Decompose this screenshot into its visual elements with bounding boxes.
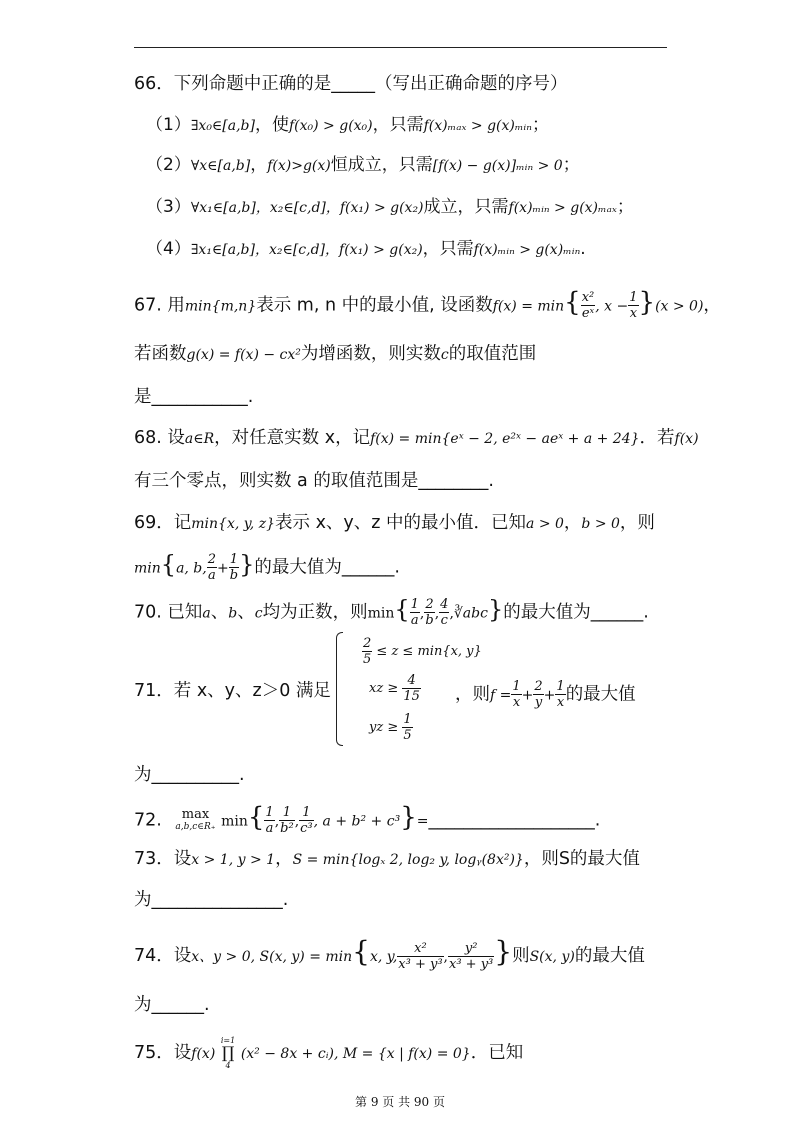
math-expr: S(x, y) xyxy=(529,949,575,965)
math-expr: f(x) = min xyxy=(492,298,565,315)
fraction: $\frac{\text{x²}}{\text{eˣ}}$ xyxy=(581,290,595,321)
q66-item-1 xyxy=(146,113,549,138)
max-operator: max a,b,c∈R₊ xyxy=(175,806,216,832)
q68-line-1 xyxy=(134,426,699,451)
text: 75．设 xyxy=(134,1043,192,1063)
header-rule xyxy=(134,47,667,48)
fraction: $\frac{1}{x}$ xyxy=(629,290,638,321)
math-expr: a xyxy=(202,605,211,622)
math-expr: f(x) xyxy=(674,431,699,447)
fraction: $\frac{4}{c}$ xyxy=(440,597,449,628)
q71-cond-3: yz ≥ $\frac{1}{5}$ xyxy=(369,712,412,743)
math-expr: min xyxy=(134,560,161,577)
item-end: . xyxy=(580,239,586,259)
text: 的最大值为______. xyxy=(254,557,400,578)
text: 均为正数，则 xyxy=(262,602,368,623)
math-expr: min{m,n} xyxy=(184,298,257,315)
math-expr: ∃x₁∈[a,b]，x₂∈[c,d]，f(x₁) > g(x₂) xyxy=(190,242,423,258)
math-expr: (x > 0) xyxy=(655,298,704,315)
math-expr: x, y, xyxy=(369,949,398,965)
text: ，则 xyxy=(455,684,490,705)
q70-line: 70. 已知a、b、c均为正数，则min{ $\frac{1}{a}$ , $\frac{2}{b}$ , $\frac{4}{c}$ ,∛abc}的最大值为______. xyxy=(134,595,649,628)
math-expr: f(x) xyxy=(191,1046,216,1062)
math-expr: x、y > 0, S(x, y) = min xyxy=(191,949,353,965)
answer-blank: ___________________. xyxy=(428,810,601,831)
math-expr: x > 1, y > 1 xyxy=(191,852,276,868)
math-expr: ∛abc xyxy=(453,605,488,622)
text: 的最大值 xyxy=(574,946,645,966)
q71-stem: 71．若 x、y、z＞0 满足 xyxy=(134,681,331,701)
text: 68. 设 xyxy=(134,428,185,448)
text: 67. 用 xyxy=(134,295,185,316)
math-expr: b > 0 xyxy=(581,516,620,532)
text: ， xyxy=(275,849,293,869)
math-expr: , x − xyxy=(595,298,629,315)
math-expr: [f(x) − g(x)]ₘᵢₙ > 0 xyxy=(432,158,563,174)
q69-line-2: min{a, b, $\frac{2}{a}$ + $\frac{1}{b}$ }的最大值为______. xyxy=(134,550,400,583)
text: 73．设 xyxy=(134,849,192,869)
item-end: ； xyxy=(531,115,549,135)
q67-line-2 xyxy=(134,342,536,367)
math-expr: S = min{logₓ 2, log₂ y, logᵧ(8x²)} xyxy=(292,852,524,868)
q71-cond-2: xz ≥ $\frac{4}{15}$ xyxy=(369,673,420,704)
q73-line-2: 为_______________. xyxy=(134,890,289,910)
math-expr: f(x)ₘᵢₙ > g(x)ₘᵢₙ xyxy=(473,242,581,258)
q66-item-2 xyxy=(146,153,580,178)
q71-target: ，则f = $\frac{1}{x}$ + $\frac{2}{y}$ + $\frac{1}{x}$ 的最大值 xyxy=(455,679,636,710)
q73-line-1 xyxy=(134,847,640,872)
q67-line-1: 67. 用min{m,n}表示 m, n 中的最小值, 设函数f(x) = min{ $\frac{\text{x²}}{\text{eˣ}}$ , x − $\frac{1}{x}$ }(x > 0)， xyxy=(134,287,721,321)
item-end: ； xyxy=(616,197,634,217)
math-expr: f(x)ₘₐₓ > g(x)ₘᵢₙ xyxy=(423,118,532,134)
text: ．若 xyxy=(639,428,675,448)
q66-item-3 xyxy=(146,195,634,220)
item-number: （1） xyxy=(146,115,191,135)
math-expr: a, b, xyxy=(176,560,207,577)
math-expr: f(x₀) > g(x₀) xyxy=(288,118,373,134)
math-expr: min xyxy=(221,813,248,830)
math-expr: , a + b² + c³ xyxy=(313,813,401,830)
text: ，对任意实数 x，记 xyxy=(214,428,371,448)
math-expr: f(x)>g(x) xyxy=(267,158,331,174)
product-operator: i=1 ∏ 4 xyxy=(220,1036,236,1070)
math-expr: f(x) = min{eˣ − 2, e²ˣ − aeˣ + a + 24} xyxy=(370,431,640,447)
text: 69．记 xyxy=(134,513,192,533)
math-expr: ∃x₀∈[a,b] xyxy=(190,118,255,134)
math-expr: a∈R xyxy=(184,431,215,447)
q74-line-2: 为______. xyxy=(134,995,210,1015)
text: 若函数 xyxy=(134,344,187,364)
item-number: （2） xyxy=(146,155,191,175)
item-text: ，只需 xyxy=(372,115,424,135)
item-text: ，使 xyxy=(254,115,289,135)
fraction: $\frac{2}{a}$ xyxy=(207,552,217,583)
item-text: ， xyxy=(250,155,268,175)
text: ， xyxy=(563,513,582,533)
math-expr: ∀x₁∈[a,b]，x₂∈[c,d]，f(x₁) > g(x₂) xyxy=(190,200,424,216)
math-expr: b xyxy=(228,605,238,622)
fraction: $\frac{1}{b}$ xyxy=(229,552,239,583)
math-expr: ∀x∈[a,b] xyxy=(190,158,251,174)
text: 的最大值 xyxy=(565,684,636,705)
item-number: （3） xyxy=(146,197,191,217)
q71-cond-1: $\frac{2}{5}$ ≤ z ≤ min{x, y} xyxy=(363,636,482,667)
text: 则 xyxy=(512,946,530,966)
q72-line: 72. max a,b,c∈R₊ min{ $\frac{1}{a}$ , $\frac{1}{\text{b²}}$ , $\frac{1}{\text{c³}}$ , a + b² + c³}=___________________. xyxy=(134,802,601,836)
q66-item-4 xyxy=(146,237,586,262)
text: ，则 xyxy=(619,513,655,533)
text: ，则S的最大值 xyxy=(523,849,640,869)
item-end: ； xyxy=(562,155,580,175)
text: 74．设 xyxy=(134,946,192,966)
math-expr: f = xyxy=(490,687,512,704)
math-expr: a > 0 xyxy=(526,516,564,532)
text: 表示 x、y、z 中的最小值．已知 xyxy=(275,513,527,533)
text: 表示 m, n 中的最小值, 设函数 xyxy=(256,295,493,316)
system-brace xyxy=(336,632,343,746)
q66-stem: 66．下列命题中正确的是_____（写出正确命题的序号） xyxy=(134,74,568,94)
q71-line-2: 为__________. xyxy=(134,765,245,785)
fraction: $\frac{2}{b}$ xyxy=(425,597,434,628)
text: ， xyxy=(703,295,721,316)
item-text: 成立，只需 xyxy=(423,197,509,217)
item-text: ，只需 xyxy=(422,239,474,259)
item-text: 恒成立，只需 xyxy=(330,155,433,175)
page-footer: 第 9 页 共 90 页 xyxy=(355,1095,445,1109)
fraction: $\frac{1}{a}$ xyxy=(410,597,419,628)
math-expr: min xyxy=(367,605,395,622)
text: 72. xyxy=(134,810,162,831)
text: 的取值范围 xyxy=(448,344,537,364)
text: 的最大值为______. xyxy=(503,602,649,623)
q74-line-1: 74．设x、y > 0, S(x, y) = min{x, y, $\frac{\text{x²}}{\text{x³ + y³}}$ , $\frac{\text{y²}}{\text{x³ + y³}}$ }则S(x, y)的最大值 xyxy=(134,935,645,972)
q75-line xyxy=(134,1036,523,1070)
math-expr: min{x, y, z} xyxy=(191,516,275,532)
math-expr: c xyxy=(254,605,263,622)
math-expr: (x² − 8x + cᵢ), M = {x | f(x) = 0} xyxy=(240,1046,471,1062)
math-expr: c xyxy=(440,347,449,363)
q67-line-3: 是___________. xyxy=(134,387,254,407)
q68-line-2: 有三个零点，则实数 a 的取值范围是________. xyxy=(134,471,494,491)
item-number: （4） xyxy=(146,239,191,259)
text: 70. 已知 xyxy=(134,602,203,623)
text: ．已知 xyxy=(470,1043,524,1063)
q69-line-1 xyxy=(134,511,655,536)
text: 为增函数，则实数 xyxy=(300,344,441,364)
math-expr: f(x)ₘᵢₙ > g(x)ₘₐₓ xyxy=(508,200,617,216)
math-expr: g(x) = f(x) − cx² xyxy=(186,347,301,363)
